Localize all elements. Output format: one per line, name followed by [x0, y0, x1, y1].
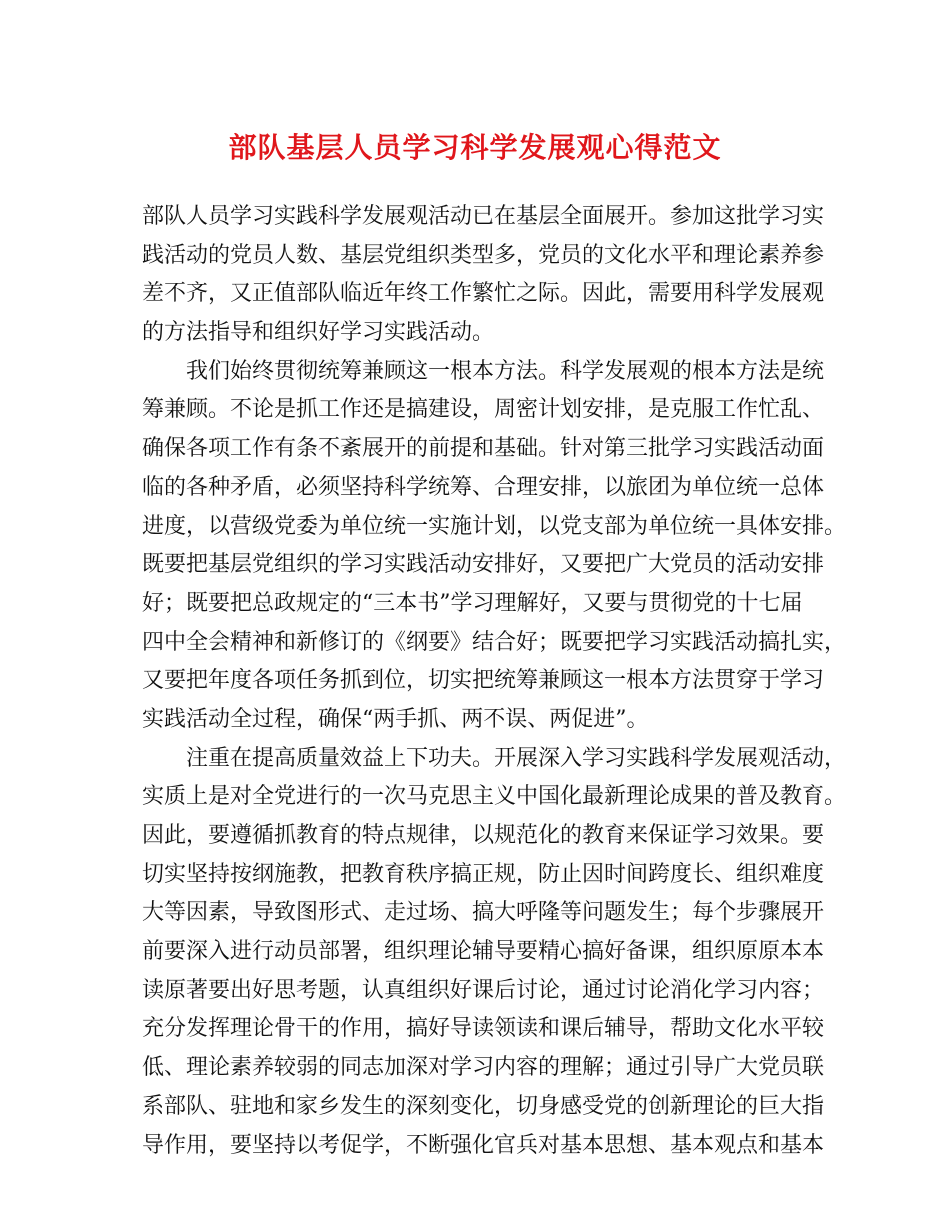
paragraph-first-line: 注重在提高质量效益上下功夫。开展深入学习实践科学发展观活动，: [186, 745, 847, 771]
text-line: 好；既要把总政规定的“三本书”学习理解好，又要与贯彻党的十七届: [142, 590, 803, 616]
text-line: 充分发挥理论骨干的作用，搞好导读领读和课后辅导，帮助文化水平较: [142, 1016, 825, 1042]
text-line: 既要把基层党组织的学习实践活动安排好，又要把广大党员的活动安排: [142, 552, 825, 578]
text-line: 系部队、驻地和家乡发生的深刻变化，切身感受党的创新理论的巨大指: [142, 1093, 825, 1119]
text-line: 又要把年度各项任务抓到位，切实把统筹兼顾这一根本方法贯穿于学习: [142, 668, 825, 694]
text-line: 部队人员学习实践科学发展观活动已在基层全面展开。参加这批学习实: [142, 204, 825, 229]
document-body: [142, 198, 847, 1165]
text-line: 因此，要遵循抓教育的特点规律，以规范化的教育来保证学习效果。要: [142, 823, 825, 848]
text-line: 切实坚持按纲施教，把教育秩序搞正规，防止因时间跨度长、组织难度: [142, 861, 825, 887]
text-line: 筹兼顾。不论是抓工作还是搞建设，周密计划安排，是克服工作忙乱、: [142, 397, 825, 423]
text-line: 实质上是对全党进行的一次马克思主义中国化最新理论成果的普及教育。: [142, 784, 847, 810]
text-line: 差不齐，又正值部队临近年终工作繁忙之际。因此，需要用科学发展观: [142, 281, 825, 307]
paragraph-first-line: 我们始终贯彻统筹兼顾这一根本方法。科学发展观的根本方法是统: [186, 358, 825, 384]
text-line: 进度，以营级党委为单位统一实施计划，以党支部为单位统一具体安排。: [142, 513, 847, 539]
text-line: 四中全会精神和新修订的《纲要》结合好；既要把学习实践活动搞扎实，: [142, 629, 847, 655]
text-line: 实践活动全过程，确保“两手抓、两不误、两促进”。: [142, 706, 649, 732]
text-line: 大等因素，导致图形式、走过场、搞大呼隆等问题发生；每个步骤展开: [142, 900, 825, 926]
text-line: 读原著要出好思考题，认真组织好课后讨论，通过讨论消化学习内容；: [142, 977, 825, 1003]
text-line: 导作用，要坚持以考促学，不断强化官兵对基本思想、基本观点和基本: [142, 1132, 825, 1158]
text-line: 确保各项工作有条不紊展开的前提和基础。针对第三批学习实践活动面: [142, 436, 825, 462]
document-title: 部队基层人员学习科学发展观心得范文: [228, 131, 722, 164]
text-line: 低、理论素养较弱的同志加深对学习内容的理解；通过引导广大党员联: [142, 1055, 825, 1081]
text-line: 的方法指导和组织好学习实践活动。: [142, 320, 495, 346]
text-line: 践活动的党员人数、基层党组织类型多，党员的文化水平和理论素养参: [142, 242, 825, 268]
text-line: 前要深入进行动员部署，组织理论辅导要精心搞好备课，组织原原本本: [142, 939, 825, 965]
text-line: 临的各种矛盾，必须坚持科学统筹、合理安排，以旅团为单位统一总体: [142, 474, 825, 500]
